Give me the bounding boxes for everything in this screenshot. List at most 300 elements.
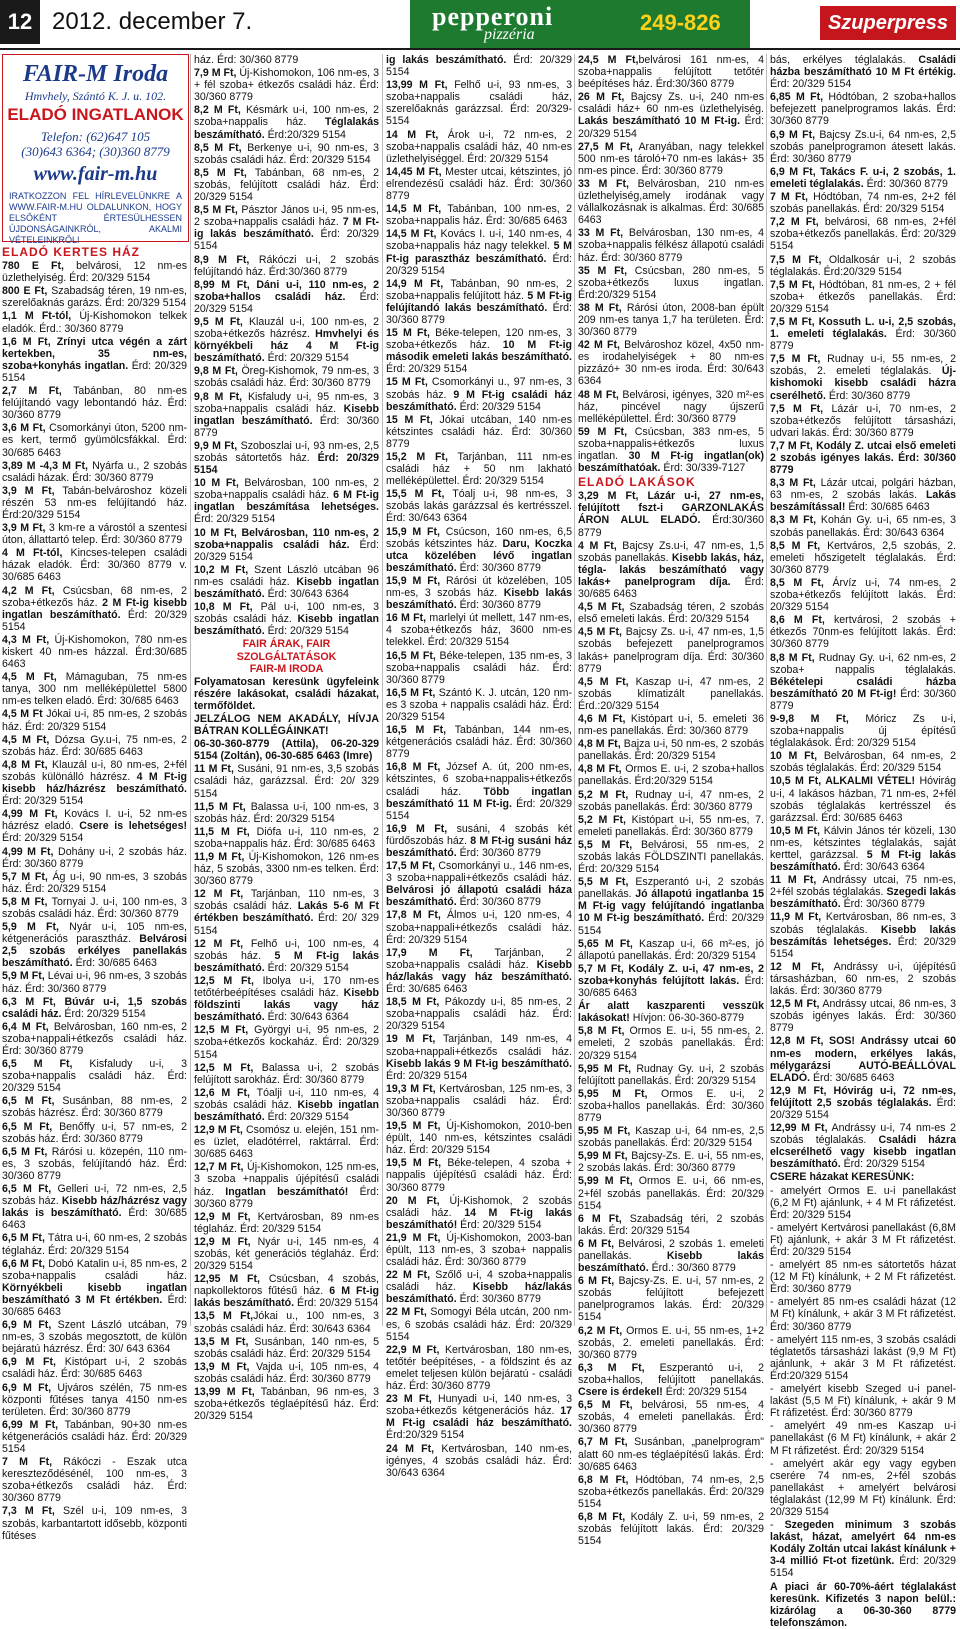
emphasis-text: 48 M Ft,: [578, 388, 619, 401]
listing-item: 6 M Ft, Bajcsy-Zs. E. u-i, 57 nm-es, 2 szobás felújított befejezett panelprogramos lakás. Érd: 20/329 5154: [578, 1275, 764, 1324]
listing-item: 42 M Ft, Belvároshoz közel, 4x50 nm-es irodahelyiségek + 80 nm-es pizzázó+ 30 nm-es iroda. Érd: 30/643 6364: [578, 339, 764, 388]
emphasis-text: 6,5 M Ft,: [2, 1145, 48, 1158]
listing-item: 19,5 M Ft, Béke-telepen, 4 szoba + nappalis újépítésű családi ház. Érd: 30/360 8779: [386, 1157, 572, 1194]
ad-newsletter-text: IRATKOZZON FEL HÍRLEVELÜNKRE A WWW.FAIR-M.HU OLDALUNKON, HOGY ELSŐKÉNT ÉRTESÜLHESSEN ÚJDONSÁGAINKRÓL, AKALMI VÉTELEINKRŐL!: [9, 191, 182, 245]
listing-item: [194, 676, 379, 712]
emphasis-text: 5 M Ft-ig felújítandó lakás beszámítható.: [386, 289, 572, 314]
emphasis-text: Csere is érdekel!: [578, 1386, 663, 1399]
listing-item: 13,99 M Ft, Felhő u-i, 93 nm-es, 3 szoba+nappalis családi ház, szerelőaknás garázzsal. Érd: 20/329-5154: [386, 79, 573, 128]
emphasis-text: 23 M Ft,: [386, 1393, 432, 1406]
listing-item: [770, 1171, 956, 1183]
column-divider: [382, 54, 383, 1326]
listing-item: 5,65 M Ft, Kaszap u-i, 66 m²-es, jó állapotú panellakás. Érd: 20/329 5154: [578, 937, 764, 962]
emphasis-text: 5,8 M Ft,: [2, 895, 48, 908]
listing-item: 7,5 M Ft, Lázár u-i, 70 nm-es, 2 szoba+étkezős felújított társasházi, udvari lakás. Érd: 30/360 8779: [770, 402, 956, 439]
listing-item: 6,85 M Ft, Hódtóban, 2 szoba+hallos befejezett panelprogramos lakás. Érd: 30/360 8779: [770, 91, 956, 128]
listing-column-4: [578, 54, 765, 1548]
page-number: 12: [0, 0, 40, 44]
emphasis-text: 6,2 M Ft,: [578, 1324, 623, 1337]
emphasis-text: Belvárosi jó állapotú családi háza beszámítható.: [386, 884, 572, 909]
listing-item: 14,9 M Ft, Tabánban, 90 nm-es, 2 szoba+nappalis felújított ház. 5 M Ft-ig felújítandó lakás beszámítható. Érd: 30/360 8779: [386, 277, 572, 326]
emphasis-text: Kisebb lakás, ház, tégla- lakás beszámítható vagy lakás+ panelprogram díja.: [578, 551, 764, 588]
listing-item: 4,5 M Ft Jókai u-i, 85 nm-es, 2 szobás ház. Érd: 20/329 5154: [2, 708, 188, 733]
emphasis-text: 21,9 M Ft,: [386, 1231, 441, 1244]
emphasis-text: 8,3 M Ft,: [770, 477, 816, 490]
listing-item: - amelyért Kertvárosi panellakást (6,8M Ft) ajánlunk, + akár 3 M Ft ráfizetést. Érd: 20/329 5154: [770, 1221, 956, 1258]
emphasis-text: 12 M Ft,: [194, 937, 244, 950]
listing-item: [770, 440, 956, 476]
listing-item: 7,5 M Ft, Rudnay u-i, 55 nm-es, 2 szobás, 2. emeleti téglalakás. Új-kishomoki kisebb családi házra cserélhető. Érd: 30/360 8779: [770, 353, 957, 402]
listing-item: 780 E Ft, belvárosi, 12 nm-es üzlethelyiség. Érd: 20/329 5154: [2, 260, 187, 285]
listing-item: 5,8 M Ft, Ormos E. u-i, 55 nm-es, 2. emeleti, 2 szobás panellakás. Érd: 20/329 5154: [578, 1025, 764, 1062]
emphasis-text: 16,5 M Ft,: [386, 724, 447, 737]
listing-item: 11,5 M Ft, Balassa u-i, 100 nm-es, 3 szobás ház. Érd: 20/329 5154: [194, 800, 379, 825]
listing-item: 12,6 M Ft, Tóalji u-i, 110 nm-es, 4 szobás családi ház. Kisebb ingatlan beszámítható. Érd: 20/329 5154: [194, 1086, 379, 1123]
listing-item: 10,5 M Ft, ALKALMI VÉTEL! Hóvirág u-i, 4 lakásos házban, 71 nm-es, 2+fél szobás téglalakás kertrésszel és garázzsal. Érd: 30/685 6463: [770, 775, 956, 824]
listing-item: 17,8 M Ft, Álmos u-i, 120 nm-es, 4 szoba+nappali+étkezős családi ház. Érd: 20/329 5154: [386, 909, 572, 946]
emphasis-text: 9,8 M Ft,: [194, 365, 238, 378]
listing-item: 4,5 M Ft, Kaszap u-i, 47 nm-es, 2 szobás klímatizált panellakás. Érd.:20/329 5154: [578, 675, 764, 712]
listing-item: 4,2 M Ft, Csúcsban, 68 nm-es, 2 szoba+étkezős ház. 2 M Ft-ig kisebb ingatlan beszámítható. Érd: 20/329 5154: [2, 584, 187, 633]
emphasis-text: 3,9 M Ft,: [2, 484, 55, 497]
emphasis-text: Kisebb ház/lakás beszámítható.: [386, 1281, 572, 1306]
emphasis-text: 6 M Ft,: [578, 1212, 622, 1225]
listing-item: 48 M Ft, Belvárosi, igényes, 320 m²-es ház, pincével nagy újszerű melléképülettel. Érd: 30/360 8779: [578, 388, 764, 425]
emphasis-text: 8,99 M Ft, Dáni u-i, 110 nm-es, 2 szoba+hallos családi ház.: [194, 278, 379, 303]
emphasis-text: 10 M Ft,: [770, 750, 818, 763]
listing-item: 4,8 M Ft, Klauzál u-i, 80 nm-es, 2+fél szobás különálló házrész. 4 M Ft-ig kisebb ház/házrész beszámítható. Érd: 20/329 5154: [2, 758, 188, 808]
emphasis-text: 4 M Ft-ig kisebb ház/házrész beszámítható.: [2, 770, 188, 796]
emphasis-text: 16,9 M Ft,: [386, 822, 448, 835]
emphasis-text: 30 M Ft-ig ingatlan(ok) beszámíthatóak.: [578, 450, 764, 475]
listing-item: 6,5 M Ft, Tátra u-i, 60 nm-es, 2 szobás téglaház. Érd: 20/329 5154: [2, 1232, 187, 1257]
emphasis-text: 13,99 M Ft,: [386, 79, 448, 92]
emphasis-text: 15,9 M Ft,: [386, 525, 440, 538]
emphasis-text: 3,29 M Ft, Lázár u-i, 27 nm-es, felújított fszt-i GARZONLAKÁS ÁRON ALUL ELADÓ.: [578, 490, 764, 527]
emphasis-text: 11,9 M Ft,: [194, 851, 245, 863]
emphasis-text: Családi házra elcserélhető vagy kisebb ingatlan beszámítható.: [770, 1134, 956, 1171]
emphasis-text: 5,99 M Ft,: [578, 1150, 628, 1163]
listing-item: 15,9 M Ft, Csúcson, 160 nm-es, 6,5 szobás kétszintes ház. Daru, Koczka utca közelében lévő ingatlan beszámítható. Érd: 30/360 8779: [386, 525, 572, 574]
emphasis-text: 14 M Ft,: [386, 128, 439, 141]
listing-item: 4 M Ft-tól, Kincses-telepen családi házak eladók. Érd: 30/360 8779 v. 30/685 6463: [2, 547, 187, 584]
emphasis-text: 17,5 M Ft,: [386, 860, 436, 873]
emphasis-text: 13,5 M Ft,: [194, 1310, 254, 1323]
listing-item: 6,5 M Ft, Gelleri u-i, 72 nm-es, 2,5 szobás ház. Kisebb ház/házrész vagy lakás is beszámítható. Érd: 30/685 6463: [2, 1183, 187, 1232]
emphasis-text: 6 M Ft-ig lakás beszámítható.: [194, 1285, 379, 1310]
emphasis-text: Békételepi családi házba beszámítható 20 M Ft-ig!: [770, 675, 956, 700]
ad-headline: ELADÓ INGATLANOK: [7, 105, 184, 124]
emphasis-text: Több ingatlan beszámítható 11 M Ft-ig.: [386, 785, 572, 810]
emphasis-text: 9 M Ft-ig családi ház beszámítható.: [386, 388, 572, 413]
listing-item: 9,9 M Ft, Szoboszlai u-i, 93 nm-es, 2,5 szobás sátortetős ház. Érd: 20/329 5154: [194, 439, 379, 477]
listing-item: - amelyért 85 nm-es sátortetős házat (12 M Ft) kínálunk, + 2 M Ft ráfizetést. Érd: 30/360 8779: [770, 1259, 956, 1296]
emphasis-text: 18,5 M Ft,: [386, 996, 440, 1009]
emphasis-text: 16,5 M Ft,: [386, 649, 436, 662]
listing-item: 7,9 M Ft, Új-Kishomokon, 106 nm-es, 3 + fél szoba+ étkezős családi ház. Érd: 30/360 8779: [194, 67, 379, 104]
emphasis-text: 15 M Ft,: [386, 327, 430, 340]
emphasis-text: 20 M Ft,: [386, 1194, 440, 1207]
listing-item: 19,5 M Ft, Új-Kishomokon, 2010-ben épült, 140 nm-es, kétszintes családi ház. Érd: 20/329 5154: [386, 1120, 572, 1157]
listing-item: 13,99 M Ft, Tabánban, 96 nm-es, 3 szoba+étkezős téglaépítésű ház. Érd: 20/329 5154: [194, 1386, 379, 1423]
column-divider: [766, 54, 767, 1326]
ad-phone-2: (30)643 6364; (30)360 8779: [21, 144, 170, 159]
emphasis-text: Kisebb földszinti lakás vagy ház beszámítható.: [194, 987, 379, 1024]
listing-item: 5,5 M Ft, Eszperantó u-i, 2 szobás panellakás. Jó állapotú ingatlanba 15 M Ft-ig vagy felújítandó ingatlanba 10 M Ft-ig beszámítható. Érd: 20/329 5154: [578, 876, 764, 937]
emphasis-text: 16 M Ft,: [386, 612, 427, 625]
listing-item: 16,8 M Ft, József A. út, 200 nm-es, kétszintes, 6 szoba+nappalis+étkezős családi ház. Több ingatlan beszámítható 11 M Ft-ig. Érd: 20/329 5154: [386, 761, 573, 822]
emphasis-text: 15,9 M Ft,: [386, 574, 441, 587]
emphasis-text: 7,5 M Ft, Kossuth L. u-i, 2,5 szobás, 1. emeleti téglalakás.: [770, 315, 956, 341]
emphasis-text: 10,8 M Ft,: [194, 601, 253, 614]
listing-item: 11 M Ft, Susáni, 91 nm-es, 3,5 szobás családi ház, garázzsal. Érd: 20/ 329 5154: [194, 763, 379, 800]
emphasis-text: 19,5 M Ft,: [386, 1120, 441, 1133]
emphasis-text: 5 M Ft-ig lakás beszámítható.: [770, 849, 956, 874]
emphasis-text: 15 M Ft,: [386, 413, 433, 426]
listing-item: 12 M Ft, Felhő u-i, 100 nm-es, 4 szobás ház. 5 M Ft-ig lakás beszámítható. Érd: 20/329 5154: [194, 937, 379, 974]
listing-item: 16,9 M Ft, susáni, 4 szobás két fürdőszobás ház. 8 M Ft-ig susáni ház beszámítható. Érd: 30/360 8779: [386, 822, 572, 859]
emphasis-text: A piaci ár 60-70%-áért téglalakást keresünk. Kifizetés 3 napon belül.: kizárólag a 06-30-360 8779 telefonszámon.: [770, 1580, 956, 1629]
listing-item: - amelyért 49 nm-es Kaszap u-i panellakást (6 M Ft) kínálunk, + akár 2 M Ft ráfizetést. Érd: 20/329 5154: [770, 1420, 956, 1457]
listing-item: 5,9 M Ft, Nyár u-i, 105 nm-es, kétgenerációs parasztház. Belvárosi 2,5 szobás erkélyes panellakás beszámítható. Érd: 30/685 6463: [2, 921, 187, 970]
emphasis-text: 6,5 M Ft,: [578, 1399, 633, 1412]
listing-item: 6,9 M Ft, Bajcsy Zs.u-i, 64 nm-es, 2,5 szobás panelprogramon átesett lakás. Érd: 30/360 8779: [770, 128, 956, 165]
listing-item: 4,6 M Ft, Kistópart u-i, 5. emeleti 36 nm-es panellakás. Érd: 30/360 8779: [578, 712, 764, 738]
listing-item: 7,5 M Ft, Hódtóban, 81 nm-es, 2 + fél szoba+ étkezős panellakás. Érd: 20/329 5154: [770, 278, 956, 315]
listing-item: 10 M Ft, Belvárosban, 64 nm-es, 2 szobás téglalakás. Érd: 20/329 5154: [770, 750, 956, 775]
listing-item: 19 M Ft, Tarjánban, 149 nm-es, 4 szoba+nappali+étkezős családi ház. Kisebb lakás 9 M Ft-ig beszámítható. Érd: 20/329 5154: [386, 1033, 573, 1082]
emphasis-text: 9,8 M Ft,: [194, 390, 243, 403]
listing-item: 16,5 M Ft, Tabánban, 144 nm-es, kétgenerációs családi ház. Érd: 30/360 8779: [386, 724, 572, 761]
listing-item: [770, 1581, 956, 1629]
emphasis-text: 16,5 M Ft,: [386, 686, 436, 699]
fair-m-ad-box: [2, 54, 189, 245]
listing-item: 19,3 M Ft, Kertvárosban, 125 nm-es, 3 szoba+nappalis családi ház. Érd: 30/360 8779: [386, 1082, 572, 1119]
listing-item: 16 M Ft, marlelyi út mellett, 147 nm-es, 4 szoba+étkezős ház, 3600 nm-es telekkel. Érd: 20/329 5154: [386, 612, 573, 649]
listing-item: 4,3 M Ft, Új-Kishomokon, 780 nm-es kiskert 40 nm-es házzal. Érd:30/685 6463: [2, 633, 187, 671]
emphasis-text: 4,8 M Ft,: [2, 758, 48, 771]
listing-item: 6,7 M Ft, Susánban, „panelprogram" alatt 60 nm-es téglaépítésű lakás. Érd: 30/685 6463: [578, 1436, 764, 1473]
listing-item: 24 M Ft, Kertvárosban, 140 nm-es, igényes, 4 szobás családi ház. Érd: 30/643 6364: [386, 1442, 572, 1479]
listing-item: 9,8 M Ft, Kisfaludy u-i, 95 nm-es, 3 szoba+nappalis családi ház. Kisebb ingatlan beszámítható. Érd: 30/360 8779: [194, 390, 379, 439]
listing-item: - amelyért Ormos E. u-i panellakást (6,2 M Ft) ajánlunk, + 4 M Ft ráfizetést. Érd: 20/329 5154: [770, 1184, 956, 1221]
listing-item: 5,9 M Ft, Lévai u-i, 96 nm-es, 3 szobás ház. Érd: 30/360 8779: [2, 970, 187, 995]
emphasis-text: 7,5 M Ft,: [770, 278, 815, 291]
listing-item: 4,8 M Ft, Ormos E. u-i, 2 szoba+hallos panellakás. Érd:20/329 5154: [578, 763, 765, 788]
emphasis-text: 6,9 M Ft,: [770, 128, 816, 141]
emphasis-text: Lakás 5-6 M Ft értékben beszámítható.: [194, 900, 379, 925]
listing-item: 1,6 M Ft, Zrínyi utca végén a zárt kertekben, 35 nm-es, szoba+konyhás ingatlan. Érd: 20/329 5154: [2, 335, 187, 384]
emphasis-text: 2,7 M Ft,: [2, 385, 62, 398]
emphasis-text: 11,5 M Ft,: [194, 800, 246, 813]
listing-item: 6,9 M Ft, Szent László utcában, 79 nm-es, 3 szobás megosztott, de külön bejáratú házrész. Érd: 30/ 643 6364: [2, 1319, 187, 1356]
listing-item: 7 M Ft, Hódtóban, 74 nm-es, 2+2 fél szobás panellakás. Érd: 20/329 5154: [770, 191, 956, 216]
listing-item: 15,2 M Ft, Tarjánban, 111 nm-es családi ház + 50 nm lakható melléképülettel. Érd: 20/329 5154: [386, 451, 572, 488]
listing-item: 8,8 M Ft, Rudnay Gy. u-i, 62 nm-es, 2 szoba+ nappalis téglalakás. Békételepi családi házba beszámítható 20 M Ft-ig! Érd: 30/360 8779: [770, 651, 956, 712]
emphasis-text: 12,6 M Ft,: [194, 1086, 250, 1099]
header-divider: [0, 48, 960, 50]
emphasis-text: 8 M Ft-ig susáni ház beszámítható.: [386, 834, 572, 859]
listing-item: 27,5 M Ft, Aranyában, nagy telekkel 500 nm-es tároló+70 nm-es lakás+ 35 nm-es pince. Érd: 30/360 8779: [578, 140, 764, 177]
emphasis-text: 5,95 M Ft,: [578, 1087, 648, 1100]
emphasis-text: 8,5 M Ft,: [770, 539, 821, 552]
emphasis-text: 42 M Ft,: [578, 339, 620, 352]
emphasis-text: 19,3 M Ft,: [386, 1082, 436, 1095]
emphasis-text: 13,99 M Ft,: [194, 1386, 255, 1399]
listing-item: 7,5 M Ft, Kossuth L. u-i, 2,5 szobás, 1. emeleti téglalakás. Érd: 30/360 8779: [770, 315, 956, 353]
emphasis-text: 4 M Ft-tól,: [2, 547, 63, 560]
emphasis-text: 5,65 M Ft,: [578, 937, 633, 950]
listing-item: 7,3 M Ft, Szél u-i, 109 nm-es, 3 szobás, karbantartott idősebb, központi fűtéses: [2, 1505, 188, 1542]
emphasis-text: 6,8 M Ft,: [578, 1510, 626, 1523]
emphasis-text: 4,5 M Ft,: [2, 733, 50, 746]
emphasis-text: 6,5 M Ft,: [2, 1232, 45, 1245]
emphasis-text: Kisebb ingatlan beszámítható.: [194, 575, 380, 601]
listing-item: 9-9,8 M Ft, Móricz Zs u-i, szoba+nappalis új építésű téglalakások. Érd: 20/329 5154: [770, 712, 956, 750]
listing-item: 17,9 M Ft, Tarjánban, 2 szoba+nappalis családi ház. Kisebb ház/lakás vagy ház beszámítható. Érd: 30/685 6463: [386, 946, 572, 996]
emphasis-text: 06-30-360-8779 (Attila), 06-20-329 5154 (Zoltán), 06-30-685 6463 (Imre): [194, 738, 379, 763]
emphasis-text: Ár alatt kaszparenti vesszük lakásokat!: [578, 1000, 764, 1025]
emphasis-text: 5,2 M Ft,: [578, 788, 629, 801]
emphasis-text: 4,99 M Ft,: [2, 845, 54, 858]
listing-item: 10 M Ft, Belvárosban, 110 nm-es, 2 szoba+nappalis családi ház. Érd: 20/329 5154: [194, 526, 379, 563]
emphasis-text: 16,8 M Ft,: [386, 761, 441, 774]
listing-item: 4 M Ft, Bajcsy Zs.u-i, 47 nm-es, 1,5 szobás panellakás. Kisebb lakás, ház, tégla- lakás beszámítható vagy lakás+ panelprogram díja. Érd: 30/685 6463: [578, 539, 765, 601]
emphasis-text: 9,5 M Ft,: [194, 315, 243, 328]
listing-item: 6,8 M Ft, Hódtóban, 74 nm-es, 2,5 szoba+étkezős panellakás. Érd: 20/329 5154: [578, 1473, 764, 1510]
listing-item: 5,5 M Ft, Belvárosi, 55 nm-es, 2 szobás lakás FÖLDSZINTI panellakás. Érd: 20/329 5154: [578, 838, 764, 876]
pepperoni-subtitle: pizzéria: [484, 26, 535, 43]
emphasis-text: 8,6 M Ft,: [770, 614, 825, 627]
emphasis-text: 6,5 M Ft,: [2, 1095, 55, 1108]
emphasis-text: 4,2 M Ft,: [2, 584, 55, 597]
listing-item: ig lakás beszámítható. Érd: 20/329 5154: [386, 54, 573, 79]
listing-item: 4,8 M Ft, Bajza u-i, 50 nm-es, 2 szobás panellakás. Érd: 20/329 5154: [578, 738, 764, 763]
listing-item: 14,45 M Ft, Mester utcai, kétszintes, jó elrendezésű családi ház. Érd: 30/360 8779: [386, 165, 573, 203]
listing-item: 4,5 M Ft, Mámaguban, 75 nm-es tanya, 300 nm melléképülettel 5800 nm-es telken eladó. Érd: 30/685 6463: [2, 671, 187, 708]
emphasis-text: 14 M Ft-ig lakás beszámítható!: [386, 1206, 573, 1231]
emphasis-text: 6,5 M Ft,: [2, 1058, 73, 1071]
listing-item: 11,9 M Ft, Kertvárosban, 86 nm-es, 3 szobás téglalakás. Kisebb lakás beszámítás lehetséges. Érd: 20/329 5154: [770, 911, 957, 960]
listing-item: 23 M Ft, Hunyadi u-i, 140 nm-es, 3 szoba+étkezős kétgenerációs ház. 17 M Ft-ig családi ház beszámítható. Érd:20/329 5154: [386, 1393, 572, 1442]
emphasis-text: 5,9 M Ft,: [2, 970, 45, 983]
listing-item: 2,7 M Ft, Tabánban, 80 nm-es felújítandó vagy lebontandó ház. Érd: 30/360 8779: [2, 385, 187, 422]
listing-item: 15 M Ft, Jókai utcában, 140 nm-es kétszintes családi ház. Érd: 30/360 8779: [386, 413, 572, 450]
emphasis-text: 8,5 M Ft,: [194, 141, 242, 154]
listing-item: 8,5 M Ft, Tabánban, 68 nm-es, 2 szobás, felújított családi ház. Érd: 20/329 5154: [194, 166, 379, 204]
listing-item: 35 M Ft, Csúcsban, 280 nm-es, 5 szoba+étkezős luxus ingatlan. Érd:20/329 5154: [578, 264, 764, 301]
listing-item: 5,2 M Ft, Rudnay u-i, 47 nm-es, 2 szobás panellakás. Érd: 30/360 8779: [578, 788, 765, 813]
emphasis-text: 8,9 M Ft,: [194, 253, 250, 266]
listing-item: 800 E Ft, Szabadság téren, 19 nm-es, szerelőaknás garázs. Érd: 20/329 5154: [2, 285, 187, 310]
listing-item: 11 M Ft, Andrássy utcai, 75 nm-es, 2+fél szobás téglalakás. Szegedi lakás beszámítható. Érd: 30/360 8779: [770, 874, 956, 911]
listing-item: 12,5 M Ft, Györgyi u-i, 95 nm-es, 2 szoba+étkezős kockaház. Érd: 20/329 5154: [194, 1024, 379, 1061]
emphasis-text: 4,8 M Ft,: [578, 738, 621, 751]
emphasis-text: 7,5 M Ft,: [770, 402, 824, 415]
emphasis-text: 4,5 M Ft,: [578, 675, 629, 688]
emphasis-text: 12,9 M Ft,: [194, 1124, 243, 1137]
emphasis-text: 7,5 M Ft,: [770, 253, 822, 266]
listing-column-1: [2, 244, 188, 1542]
emphasis-text: 7 M Ft,: [2, 1456, 53, 1469]
listing-item: 11,9 M Ft, Új-Kishomokon, 126 nm-es ház, 5 szobás, 3300 nm-es telken. Érd: 30/360 8779: [194, 851, 379, 888]
emphasis-text: 5,2 M Ft,: [578, 813, 626, 826]
emphasis-text: Szegedi lakás beszámítható.: [770, 886, 956, 911]
emphasis-text: 15,5 M Ft,: [386, 488, 445, 501]
emphasis-text: 6,9 M Ft,: [2, 1381, 52, 1394]
listing-item: 5,95 M Ft, Rudnay Gy. u-i, 2 szobás felújított panellakás. Érd: 20/329 5154: [578, 1062, 764, 1087]
listing-item: 6,5 M Ft, belvárosi, 55 nm-es, 4 szobás, 4 emeleti panellakás. Érd: 30/360 8779: [578, 1399, 764, 1436]
listing-item: 6,4 M Ft, Belvárosban, 160 nm-es, 2 szoba+nappali+étkezős családi ház. Érd: 30/360 8779: [2, 1020, 187, 1057]
listing-item: - amelyért 115 nm-es, 3 szobás családi téglatetős társasházi lakást (9,9 M Ft) ajánlunk, + akár 3 M Ft ráfizetést. Érd:20/329 5154: [770, 1333, 956, 1382]
listing-item: 8,3 M Ft, Lázár utcai, polgári házban, 63 nm-es, 2 szobás lakás. Lakás beszámítással! Érd: 30/685 6463: [770, 477, 956, 514]
pepperoni-ad-banner: [410, 0, 750, 48]
pepperoni-phone: 249-826: [640, 10, 721, 35]
emphasis-text: 7,7 M Ft, Kodály Z. utcai első emeleti 2 szobás igényes lakás.: [770, 439, 956, 464]
listing-item: 17,5 M Ft, Csomorkányi u., 146 nm-es, 3 szoba+nappali+étkezős családi ház. Belvárosi jó állapotú családi háza beszámítható. Érd: 30/360 8779: [386, 860, 572, 909]
listing-item: 7,2 M Ft, belvárosi, 68 nm-es, 2+fél szoba+étkezős panellakás. Érd: 20/329 5154: [770, 216, 956, 253]
section-heading: ELADÓ KERTES HÁZ: [2, 245, 141, 259]
emphasis-text: 4,5 M Ft,: [2, 671, 57, 684]
emphasis-text: 12,99 M Ft,: [770, 1122, 828, 1135]
listing-item: 8,99 M Ft, Dáni u-i, 110 nm-es, 2 szoba+hallos családi ház. Érd: 20/329 5154: [194, 278, 379, 315]
emphasis-text: 19,5 M Ft,: [386, 1157, 442, 1170]
emphasis-text: 6,5 M Ft,: [2, 1183, 52, 1196]
listing-item: 12,5 M Ft, Balassa u-i, 2 szobás felújított sarokház. Érd: 30/360 8779: [194, 1061, 380, 1086]
ad-website[interactable]: www.fair-m.hu: [33, 163, 158, 185]
listing-item: 38 M Ft, Rárósi úton, 2008-ban épült 209 nm-es tanya 1,7 ha területen. Érd: 30/360 8779: [578, 301, 764, 339]
emphasis-text: 8,3 M Ft,: [770, 514, 817, 527]
emphasis-text: 6,99 M Ft,: [2, 1418, 59, 1431]
ad-phones: [3, 129, 188, 159]
emphasis-text: 7,9 M Ft,: [194, 67, 237, 80]
listing-column-5: [770, 54, 957, 1629]
emphasis-text: 5,95 M Ft,: [578, 1125, 631, 1138]
listing-item: 24,5 M Ft,belvárosi 161 nm-es, 4 szoba+nappalis felújított tetőtér beépítéses ház. Érd:30/360 8779: [578, 54, 764, 91]
listing-item: 4,5 M Ft, Bajcsy Zs. u-i, 47 nm-es, 1,5 szobás befejezett panelprogramos lakás+ panelprogram díja. Érd: 30/360 8779: [578, 626, 764, 675]
listing-item: ház. Érd: 30/360 8779: [194, 54, 299, 66]
listing-item: 16,5 M Ft, Szántó K. J. utcán, 120 nm-es 3 szoba + nappalis családi ház. Érd: 20/329 5154: [386, 686, 573, 723]
emphasis-text: 1,1 M Ft-tól,: [2, 310, 72, 323]
listing-item: [194, 713, 379, 737]
emphasis-text: 4,6 M Ft,: [578, 712, 626, 725]
emphasis-text: 24 M Ft,: [386, 1442, 435, 1455]
emphasis-text: CSERE házakat KERESÜNK:: [770, 1171, 915, 1184]
listing-item: 3,89 M -4,3 M Ft, Nyárfa u., 2 szobás családi házak. Érd: 30/360 8779: [2, 459, 187, 484]
listing-item: 4,5 M Ft, Dózsa Gy.u-i, 75 nm-es, 2 szobás ház. Érd: 30/685 6463: [2, 733, 187, 758]
listing-item: 8,5 M Ft, Pásztor János u-i, 95 nm-es, 2 szoba+nappalis családi ház. 7 M Ft-ig lakás beszámítható. Érd: 20/329 5154: [194, 204, 380, 253]
listing-item: 10,2 M Ft, Szent László utcában 96 nm-es családi ház. Kisebb ingatlan beszámítható. Érd: 30/643 6364: [194, 563, 380, 601]
listing-item: 6,99 M Ft, Tabánban, 90+30 nm-es kétgenerációs családi ház. Érd: 20/329 5154: [2, 1418, 187, 1455]
listing-item: 5,7 M Ft, Kodály Z. u-i, 47 nm-es, 2 szoba+konyhás felújított lakás. Érd: 30/685 6463: [578, 962, 764, 1000]
listing-item: 5,99 M Ft, Ormos E. u-i, 66 nm-es, 2+fél szobás panellakás. Érd: 20/329 5154: [578, 1175, 764, 1212]
emphasis-text: Daru, Koczka utca közelében lévő ingatlan beszámítható.: [386, 537, 572, 574]
emphasis-text: 7,2 M Ft,: [770, 216, 819, 229]
emphasis-text: 17 M Ft-ig családi ház beszámítható.: [386, 1405, 572, 1430]
emphasis-text: Kisebb ház/házrész vagy lakás is beszámítható.: [2, 1195, 187, 1220]
emphasis-text: 8,5 M Ft,: [770, 576, 824, 589]
listing-item: 6 M Ft, Belvárosi, 2 szobás 1. emeleti panellakás. Kisebb lakás beszámítható. Érd.: 30/360 8779: [578, 1237, 764, 1275]
emphasis-text: 27,5 M Ft,: [578, 140, 633, 153]
emphasis-text: Lakás beszámítható 10 M Ft-ig.: [578, 115, 741, 128]
emphasis-text: 35 M Ft,: [578, 264, 628, 277]
listing-item: 18,5 M Ft, Pákozdy u-i, 85 nm-es, 2 szoba+nappalis családi ház. Érd: 20/329 5154: [386, 996, 572, 1033]
listing-item: 6,9 M Ft, Ujváros szélén, 75 nm-es központi fűtéses tanya 4150 nm-es területen. Érd: 30/360 8779: [2, 1381, 187, 1418]
listing-item: 3,29 M Ft, Lázár u-i, 27 nm-es, felújított fszt-i GARZONLAKÁS ÁRON ALUL ELADÓ. Érd:30/360 8779: [578, 490, 764, 539]
emphasis-text: 5,5 M Ft,: [578, 876, 629, 889]
emphasis-text: 10,5 M Ft, ALKALMI VÉTEL!: [770, 775, 916, 788]
emphasis-text: Kisebb ingatlan beszámítható.: [194, 613, 379, 638]
superpress-logo: Szuperpress: [820, 6, 956, 40]
emphasis-text: 13,5 M Ft,: [194, 1335, 249, 1348]
emphasis-text: Kisebb lakás beszámítható.: [578, 1250, 764, 1275]
emphasis-text: 12,8 M Ft, SOS! Andrássy utcai 60 nm-es modern, erkélyes lakás, mélygarázsi AUTÓ-BEÁLLÓVAL ELADÓ.: [770, 1035, 956, 1084]
listing-item: - Szegeden minimum 3 szobás lakást, házat, amelyért 64 nm-es Kodály Zoltán utcai lakást kínálunk + 3-4 millió Ft-ot fizetünk. Érd: 20/329 5154: [770, 1519, 957, 1580]
emphasis-text: 6 M Ft,: [578, 1237, 615, 1250]
listing-item: - amelyért akár egy vagy egyben cserére 74 nm-es, 2+fél szobás panellakást + amelyért belvárosi téglalakást (12,99 M Ft) kínálunk. Érd: 20/329 5154: [770, 1457, 956, 1518]
listing-item: 6 M Ft, Szabadság téri, 2 szobás lakás. Érd: 20/329 5154: [578, 1212, 764, 1237]
listing-item: 12 M Ft, Andrássy u-i, újépítésű társasházban, 60 nm-es, 2 szobás lakás. Érd: 30/360 8779: [770, 960, 956, 998]
emphasis-text: 4,5 M Ft: [2, 708, 43, 721]
listing-item: 6,2 M Ft, Ormos E. u-i, 55 nm-es, 1+2 szobás, 2. emeleti panellakás. Érd: 30/360 8779: [578, 1324, 764, 1361]
listing-item: 5,95 M Ft, Ormos E. u-i, 2 szoba+hallos panellakás. Érd: 30/360 8779: [578, 1087, 765, 1124]
emphasis-text: Kisebb lakás beszámítható.: [386, 587, 572, 612]
emphasis-text: 6,8 M Ft,: [578, 1473, 629, 1486]
page-header: [0, 0, 960, 48]
emphasis-text: 4 M Ft,: [578, 539, 617, 552]
column-divider: [574, 54, 575, 1326]
emphasis-text: 12,9 M Ft,: [194, 1210, 251, 1223]
listing-item: 8,2 M Ft, Késmárk u-i, 100 nm-es, 2 szoba+nappalis ház. Téglalakás beszámítható. Érd:20/329 5154: [194, 104, 379, 141]
emphasis-text: 9-9,8 M Ft,: [770, 712, 849, 725]
emphasis-text: 10 M Ft-ig második emeleti lakás beszámítható.: [386, 339, 572, 364]
emphasis-text: 12,5 M Ft,: [194, 1024, 249, 1037]
listing-item: 5,99 M Ft, Bajcsy-Zs. E. u-i, 55 nm-es, 2 szobás lakás. Érd: 30/360 8779: [578, 1150, 764, 1175]
emphasis-text: 22 M Ft,: [386, 1269, 431, 1282]
listing-item: 8,3 M Ft, Kohán Gy. u-i, 65 nm-es, 3 szobás panellakás. Érd: 30/643 6364: [770, 514, 956, 539]
listing-item: 22 M Ft, Somogyi Béla utcán, 200 nm-es, 6 szobás családi ház. Érd: 20/329 5154: [386, 1306, 572, 1343]
listing-item: 10,8 M Ft, Pál u-i, 100 nm-es, 3 szobás családi ház. Kisebb ingatlan beszámítható. Érd: 20/329 5154: [194, 601, 380, 638]
emphasis-text: 38 M Ft,: [578, 301, 622, 314]
listing-item: 22,9 M Ft, Kertvárosban, 180 nm-es, tetőtér beépítéses, - a földszint és az emelet teljesen külön bejáratú - családi ház. Érd: 30/360 8779: [386, 1343, 572, 1393]
emphasis-text: Belvárosi 2,5 szobás erkélyes panellakás beszámítható.: [2, 933, 187, 970]
listing-item: 6,3 M Ft, Eszperantó u-i, 2 szoba+hallos, felújított panellakás. Csere is érdekel! Érd: 20/329 5154: [578, 1361, 764, 1399]
emphasis-text: 10 M Ft, Belvárosban, 110 nm-es, 2 szoba+nappalis családi ház.: [194, 526, 379, 551]
emphasis-text: 12,9 M Ft, Hóvirág u-i, 72 nm-es, felújított 2,5 szobás téglalakás.: [770, 1084, 956, 1109]
emphasis-text: 12,95 M Ft,: [194, 1273, 260, 1286]
listing-item: 6,5 M Ft, Benőffy u-i, 57 nm-es, 2 szobás ház. Érd: 30/360 8779: [2, 1120, 188, 1145]
emphasis-text: 4,5 M Ft,: [578, 626, 622, 639]
listing-item: 8,6 M Ft, kertvárosi, 2 szobás + étkezős 70nm-es felújított lakás. Érd: 30/360 8779: [770, 614, 956, 651]
listing-item: 13,5 M Ft, Susánban, 140 nm-es, 5 szobás családi ház. Érd: 20/329 5154: [194, 1335, 379, 1360]
emphasis-text: JELZÁLOG NEM AKADÁLY, HÍVJA BÁTRAN KOLLÉGÁINKAT!: [194, 712, 379, 738]
listing-item: 10 M Ft, Belvárosban, 100 nm-es, 2 szoba+nappalis családi ház. 6 M Ft-ig ingatlan beszámítása lehetséges. Érd: 20/329 5154: [194, 477, 379, 526]
listing-item: 33 M Ft, Belvárosban, 210 nm-es üzlethelyiség,amely irodának vagy vállalkozásnak is alkalmas. Érd: 30/685 6463: [578, 177, 764, 227]
emphasis-text: 12,5 M Ft,: [194, 1061, 254, 1074]
emphasis-text: Családi házba beszámítható 10 M Ft értékig.: [770, 54, 956, 79]
listing-column-2: [194, 54, 380, 1423]
listing-item: 15 M Ft, Béke-telepen, 120 nm-es, 3 szoba+étkezős ház. 10 M Ft-ig második emeleti lakás beszámítható. Érd: 20/329 5154: [386, 327, 573, 376]
emphasis-text: 6,6 M Ft,: [2, 1257, 45, 1270]
listing-item: 5,7 M Ft, Ág u-i, 90 nm-es, 3 szobás ház. Érd: 20/329 5154: [2, 870, 187, 895]
emphasis-text: Kisebb ingatlan beszámítható.: [194, 402, 379, 427]
emphasis-text: 33 M Ft,: [578, 227, 624, 240]
emphasis-text: 12,9 M Ft,: [194, 1235, 251, 1248]
listing-item: 10,5 M Ft, Kálvin János tér közeli, 130 nm-es, kétszintes téglalakás, saját kerttel, garázzsal. 5 M Ft-ig lakás beszámítható. Érd: 30/643 6364: [770, 824, 956, 874]
emphasis-text: 6,9 M Ft,: [2, 1319, 52, 1332]
listing-item: 12,8 M Ft, SOS! Andrássy utcai 60 nm-es modern, erkélyes lakás, mélygarázsi AUTÓ-BEÁLLÓVAL ELADÓ. Érd: 30/685 6463: [770, 1035, 956, 1084]
emphasis-text: 12,7 M Ft,: [194, 1161, 244, 1174]
